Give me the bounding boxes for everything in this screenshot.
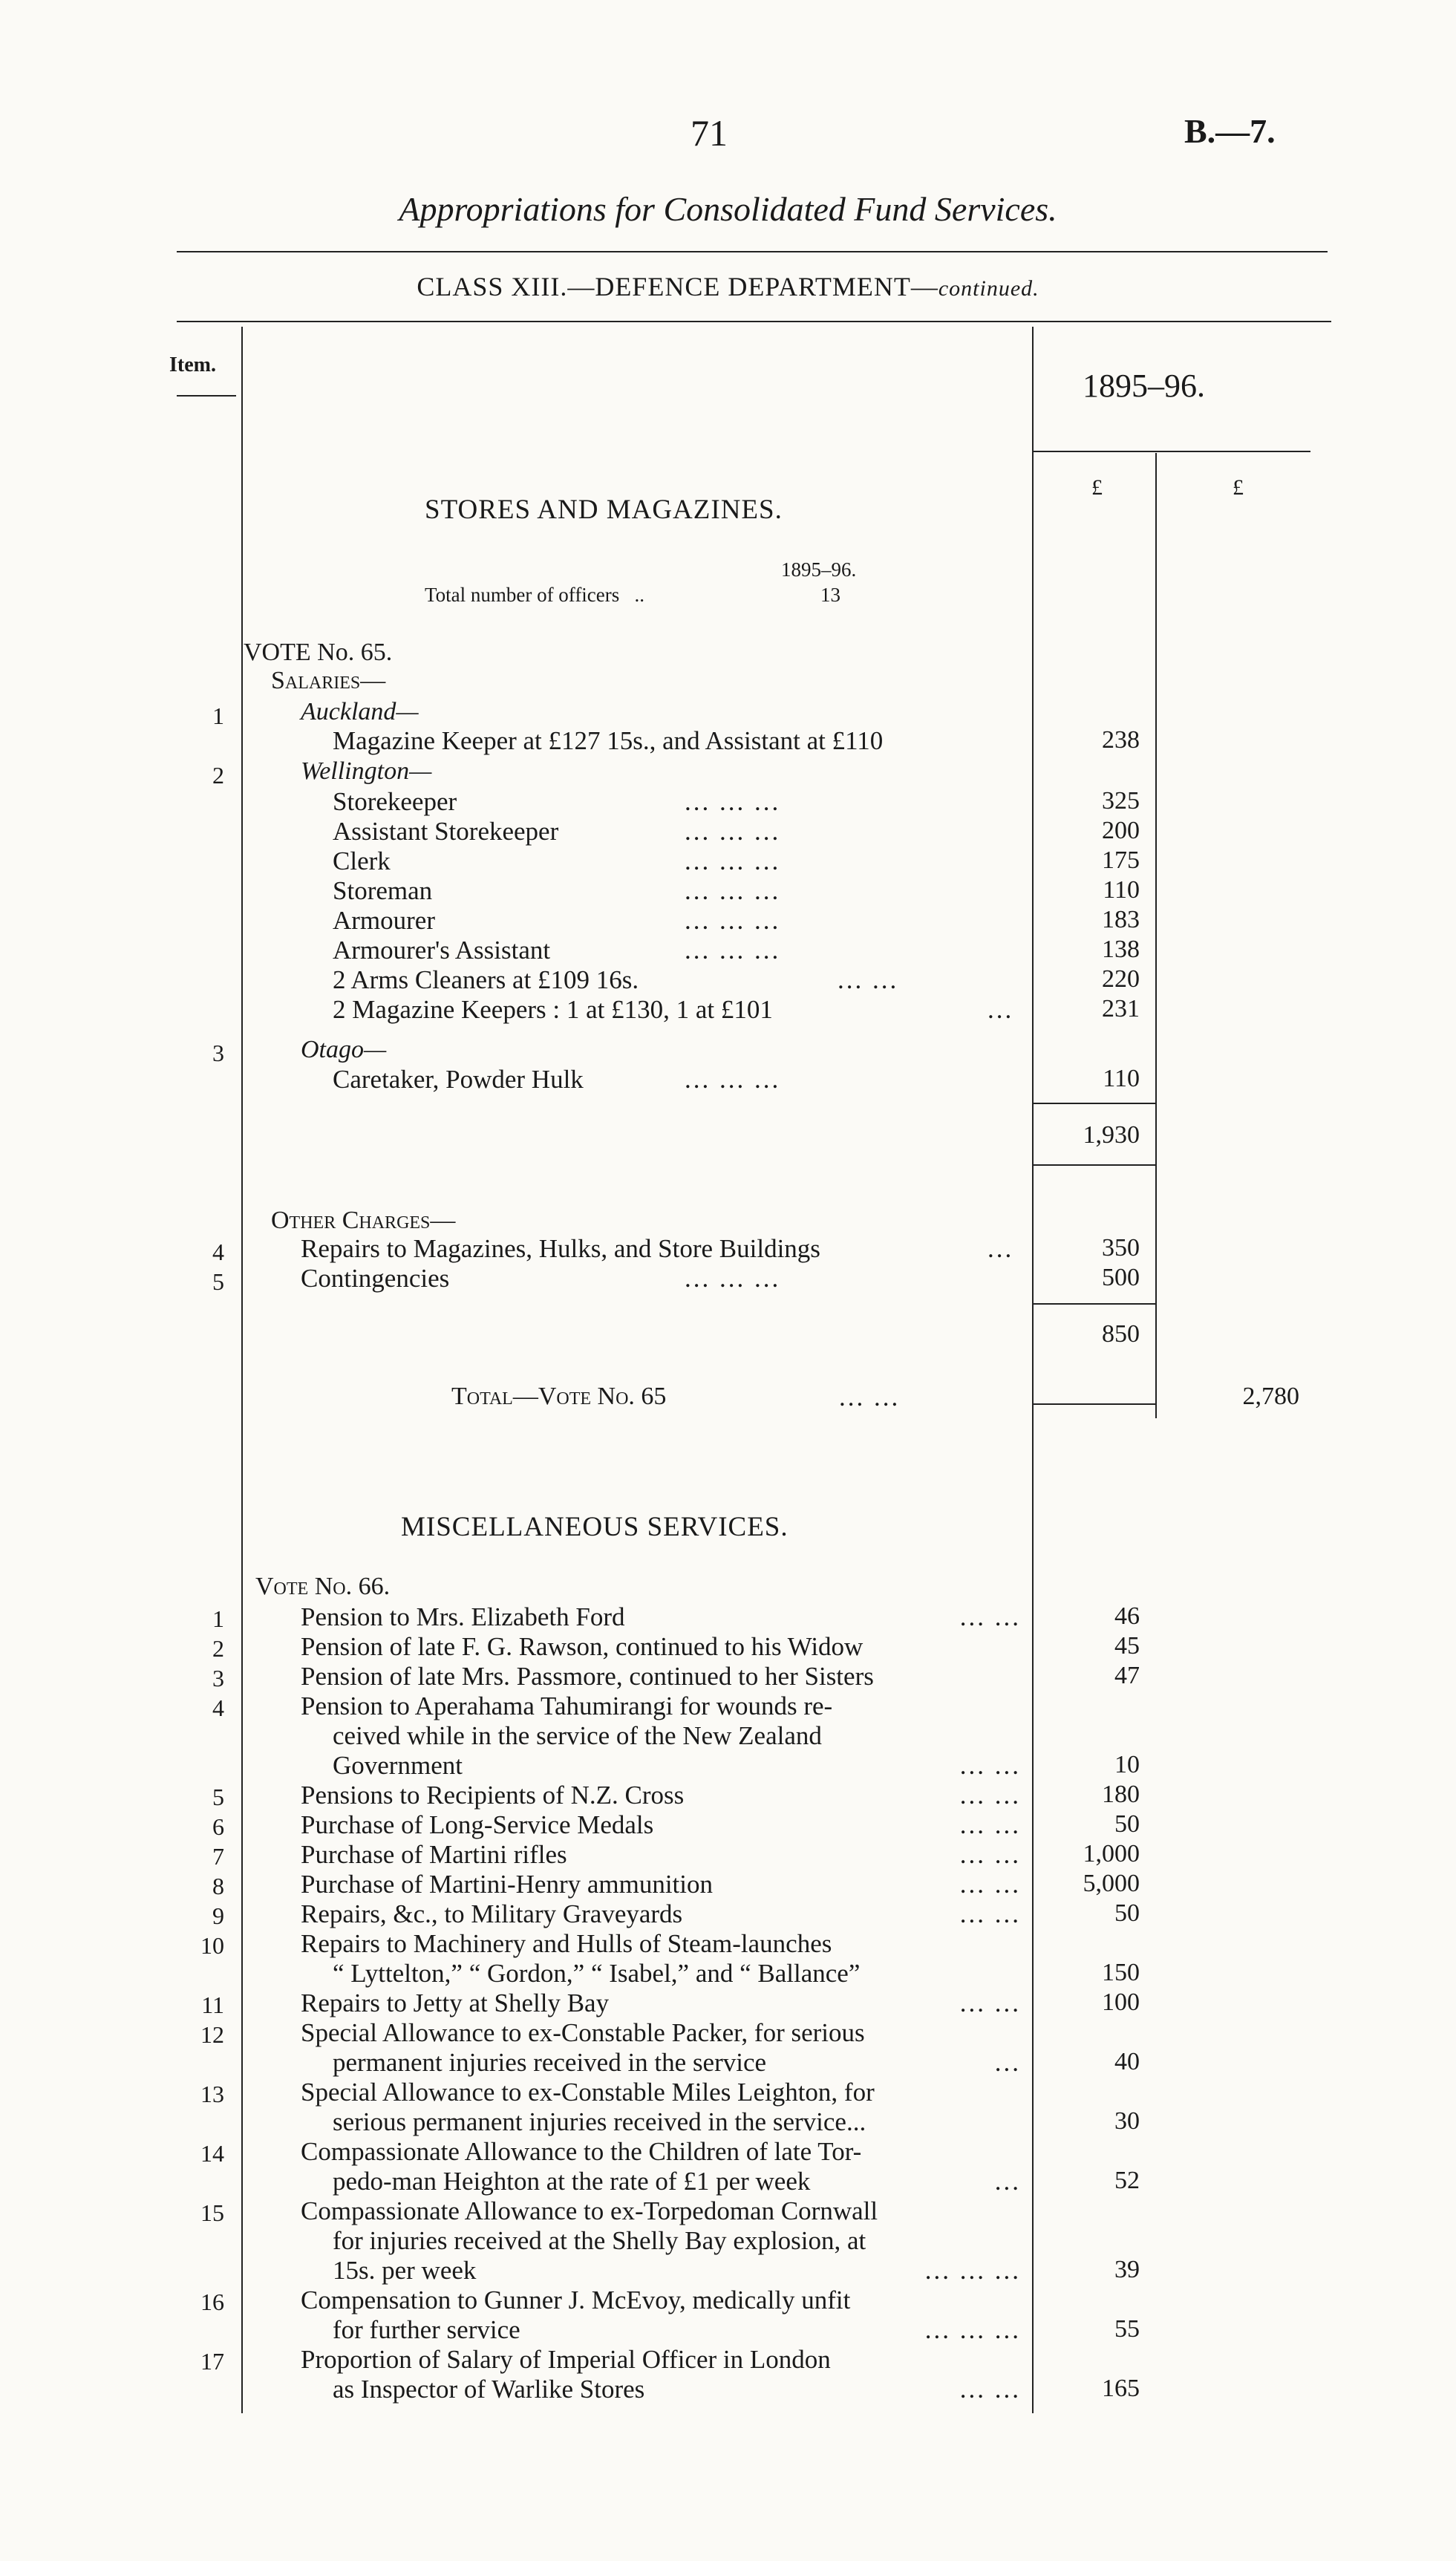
amount: 50 — [1114, 1810, 1140, 1838]
salary-label: Armourer — [333, 906, 436, 935]
leader-dots: ... — [994, 2048, 1021, 2077]
leader-dots: ... ... — [959, 1810, 1021, 1839]
amount: 47 — [1114, 1662, 1140, 1689]
region-wellington: Wellington— — [301, 757, 432, 785]
service-description-line: Pension of late F. G. Rawson, continued to his Widow — [301, 1632, 864, 1661]
pound-sign-right: £ — [1233, 475, 1244, 500]
charge-label: Repairs to Magazines, Hulks, and Store Buildings — [301, 1234, 820, 1263]
charge-label: Contingencies — [301, 1264, 450, 1293]
page-number: 71 — [691, 112, 728, 154]
service-description-line: Proportion of Salary of Imperial Officer in London — [301, 2345, 831, 2374]
item-number: 15 — [200, 2199, 224, 2226]
service-description-line: Purchase of Martini-Henry ammunition — [301, 1870, 714, 1899]
leader-dots: ... ... ... — [685, 817, 781, 846]
leader-dots: ... ... ... — [924, 2256, 1021, 2285]
leader-dots: ... ... — [959, 1989, 1021, 2017]
salaries-subtotal: 1,930 — [1083, 1121, 1140, 1149]
amount: 238 — [1102, 726, 1140, 754]
class-heading-continued: continued. — [938, 276, 1039, 301]
class-heading — [0, 271, 1456, 302]
service-description-line: Pension to Mrs. Elizabeth Ford — [301, 1602, 625, 1631]
amount: 500 — [1102, 1264, 1140, 1291]
item-number: 2 — [212, 1635, 224, 1662]
officers-value: 13 — [820, 584, 840, 606]
subtotal-column-rule — [1155, 453, 1157, 1418]
salaries-label: Salaries— — [271, 667, 386, 694]
amount: 39 — [1114, 2256, 1140, 2283]
page-title: Appropriations for Consolidated Fund Services. — [399, 190, 1057, 228]
leader-dots: ... ... ... — [685, 936, 781, 965]
item-column-header: Item. — [169, 353, 216, 376]
officers-label-text: Total number of officers — [425, 584, 620, 606]
leader-dots: ... ... — [959, 1751, 1021, 1780]
leader-dots: ... ... ... — [924, 2315, 1021, 2344]
salary-label: 2 Magazine Keepers : 1 at £130, 1 at £101 — [333, 995, 773, 1024]
year-column-header: 1895–96. — [1083, 368, 1205, 404]
service-description-line: as Inspector of Warlike Stores — [333, 2375, 645, 2404]
amount: 1,000 — [1083, 1840, 1140, 1867]
leader-dots: ... ... ... — [685, 876, 781, 905]
item-head-rule — [177, 395, 236, 397]
amount: 220 — [1102, 965, 1140, 993]
item-number: 9 — [212, 1902, 224, 1929]
otago-line: Caretaker, Powder Hulk — [333, 1065, 584, 1094]
leader-dots: ... ... ... — [685, 846, 781, 875]
service-description-line: Purchase of Martini rifles — [301, 1840, 567, 1869]
service-description-line: Compassionate Allowance to ex-Torpedoman Cornwall — [301, 2196, 878, 2225]
vote-65-total-label: Total—Vote No. 65 — [451, 1383, 667, 1410]
item-number: 3 — [212, 1040, 224, 1066]
item-number: 5 — [212, 1268, 224, 1295]
subtotal-rule — [1034, 1164, 1155, 1166]
item-number: 12 — [200, 2021, 224, 2048]
salary-label: 2 Arms Cleaners at £109 16s. — [333, 965, 639, 994]
item-number: 1 — [212, 702, 224, 729]
service-description-line: “ Lyttelton,” “ Gordon,” “ Isabel,” and “ Ballance” — [333, 1959, 861, 1988]
leader-dots: ... ... ... — [685, 787, 781, 816]
document-reference: B.—7. — [1184, 112, 1276, 150]
leader-dots: ... ... ... — [685, 1264, 781, 1293]
leader-dots: ... ... ... — [685, 1065, 781, 1094]
pound-sign-left: £ — [1091, 475, 1103, 500]
service-description-line: pedo-man Heighton at the rate of £1 per week — [333, 2167, 811, 2196]
amount: 5,000 — [1083, 1870, 1140, 1897]
leader-dots: ... ... — [959, 1870, 1021, 1899]
vote-65-total: 2,780 — [1242, 1383, 1299, 1410]
officers-label — [425, 584, 644, 607]
leader-dots: ... — [994, 2167, 1021, 2196]
service-description-line: 15s. per week — [333, 2256, 477, 2285]
section-title-misc: MISCELLANEOUS SERVICES. — [401, 1512, 789, 1542]
region-auckland: Auckland— — [301, 698, 419, 725]
vote-66-heading: Vote No. 66. — [255, 1573, 391, 1600]
amount: 110 — [1103, 876, 1140, 904]
amount: 165 — [1102, 2375, 1140, 2402]
amount: 180 — [1102, 1781, 1140, 1808]
amount: 10 — [1114, 1751, 1140, 1778]
subtotal-rule — [1034, 1303, 1155, 1305]
item-number: 16 — [200, 2288, 224, 2315]
salary-label: Armourer's Assistant — [333, 936, 551, 965]
service-description-line: Compassionate Allowance to the Children of late Tor- — [301, 2137, 862, 2166]
service-description-line: Compensation to Gunner J. McEvoy, medically unfit — [301, 2286, 851, 2314]
officers-year: 1895–96. — [781, 558, 857, 581]
item-number: 14 — [200, 2140, 224, 2167]
officers-dots: .. — [634, 584, 645, 606]
other-charges-label: Other Charges— — [271, 1207, 456, 1234]
item-number: 10 — [200, 1932, 224, 1959]
amount: 150 — [1102, 1959, 1140, 1986]
amount: 183 — [1102, 906, 1140, 933]
service-description-line: Pension of late Mrs. Passmore, continued to her Sisters — [301, 1662, 874, 1691]
amount: 46 — [1114, 1602, 1140, 1630]
amount-column-rule — [1032, 327, 1034, 2413]
section-title-stores: STORES AND MAGAZINES. — [425, 495, 783, 525]
vote-65-heading: VOTE No. 65. — [244, 639, 393, 666]
amount: 55 — [1114, 2315, 1140, 2343]
leader-dots: ... ... — [959, 1781, 1021, 1810]
item-number: 5 — [212, 1784, 224, 1810]
service-description-line: for further service — [333, 2315, 520, 2344]
item-number: 8 — [212, 1873, 224, 1899]
item-column-rule — [241, 327, 243, 2413]
item-number: 17 — [200, 2348, 224, 2375]
leader-dots: ... ... — [839, 1383, 901, 1412]
item-number: 4 — [212, 1694, 224, 1721]
leader-dots: ... ... — [959, 1899, 1021, 1928]
item-number: 11 — [201, 1991, 224, 2018]
other-charges-subtotal: 850 — [1102, 1320, 1140, 1348]
leader-dots: ... ... — [959, 1602, 1021, 1631]
amount: 138 — [1102, 936, 1140, 963]
service-description-line: Special Allowance to ex-Constable Miles Leighton, for — [301, 2078, 875, 2107]
amount: 52 — [1114, 2167, 1140, 2194]
service-description-line: ceived while in the service of the New Zealand — [333, 1721, 822, 1750]
item-number: 2 — [212, 762, 224, 789]
item-number: 3 — [212, 1665, 224, 1691]
amount: 45 — [1114, 1632, 1140, 1660]
salary-label: Storeman — [333, 876, 433, 905]
subtotal-rule — [1034, 1103, 1155, 1104]
service-description-line: Repairs to Jetty at Shelly Bay — [301, 1989, 610, 2017]
title-rule — [177, 251, 1328, 252]
service-description-line: permanent injuries received in the service — [333, 2048, 767, 2077]
amount: 40 — [1114, 2048, 1140, 2075]
service-description-line: Purchase of Long-Service Medals — [301, 1810, 654, 1839]
service-description-line: Government — [333, 1751, 463, 1780]
service-description-line: Pensions to Recipients of N.Z. Cross — [301, 1781, 685, 1810]
item-number: 7 — [212, 1843, 224, 1870]
leader-dots: ... ... — [959, 2375, 1021, 2404]
service-description-line: Pension to Aperahama Tahumirangi for wounds re- — [301, 1691, 833, 1720]
leader-dots: ... — [987, 1234, 1014, 1263]
leader-dots: ... ... — [838, 965, 899, 994]
item-number: 13 — [200, 2081, 224, 2107]
service-description-line: Repairs to Machinery and Hulls of Steam-launches — [301, 1929, 832, 1958]
amount: 100 — [1102, 1989, 1140, 2016]
item-number: 6 — [212, 1813, 224, 1840]
auckland-line: Magazine Keeper at £127 15s., and Assistant at £110 — [333, 726, 884, 755]
year-head-rule — [1034, 451, 1310, 452]
leader-dots: ... ... ... — [685, 906, 781, 935]
item-number: 4 — [212, 1239, 224, 1265]
class-heading-main: CLASS XIII.—DEFENCE DEPARTMENT— — [417, 272, 938, 301]
amount: 30 — [1114, 2107, 1140, 2135]
table-top-rule — [177, 321, 1331, 322]
leader-dots: ... ... — [959, 1840, 1021, 1869]
salary-label: Assistant Storekeeper — [333, 817, 559, 846]
region-otago: Otago— — [301, 1036, 387, 1063]
leader-dots: ... — [987, 995, 1014, 1024]
amount: 350 — [1102, 1234, 1140, 1262]
amount: 200 — [1102, 817, 1140, 844]
service-description-line: serious permanent injuries received in the service... — [333, 2107, 866, 2136]
item-number: 1 — [212, 1605, 224, 1632]
amount: 50 — [1114, 1899, 1140, 1927]
service-description-line: Repairs, &c., to Military Graveyards — [301, 1899, 683, 1928]
service-description-line: Special Allowance to ex-Constable Packer, for serious — [301, 2018, 865, 2047]
salary-label: Clerk — [333, 846, 391, 875]
amount: 325 — [1102, 787, 1140, 815]
salary-label: Storekeeper — [333, 787, 457, 816]
amount: 231 — [1102, 995, 1140, 1022]
amount: 110 — [1103, 1065, 1140, 1092]
amount: 175 — [1102, 846, 1140, 874]
service-description-line: for injuries received at the Shelly Bay explosion, at — [333, 2226, 866, 2255]
